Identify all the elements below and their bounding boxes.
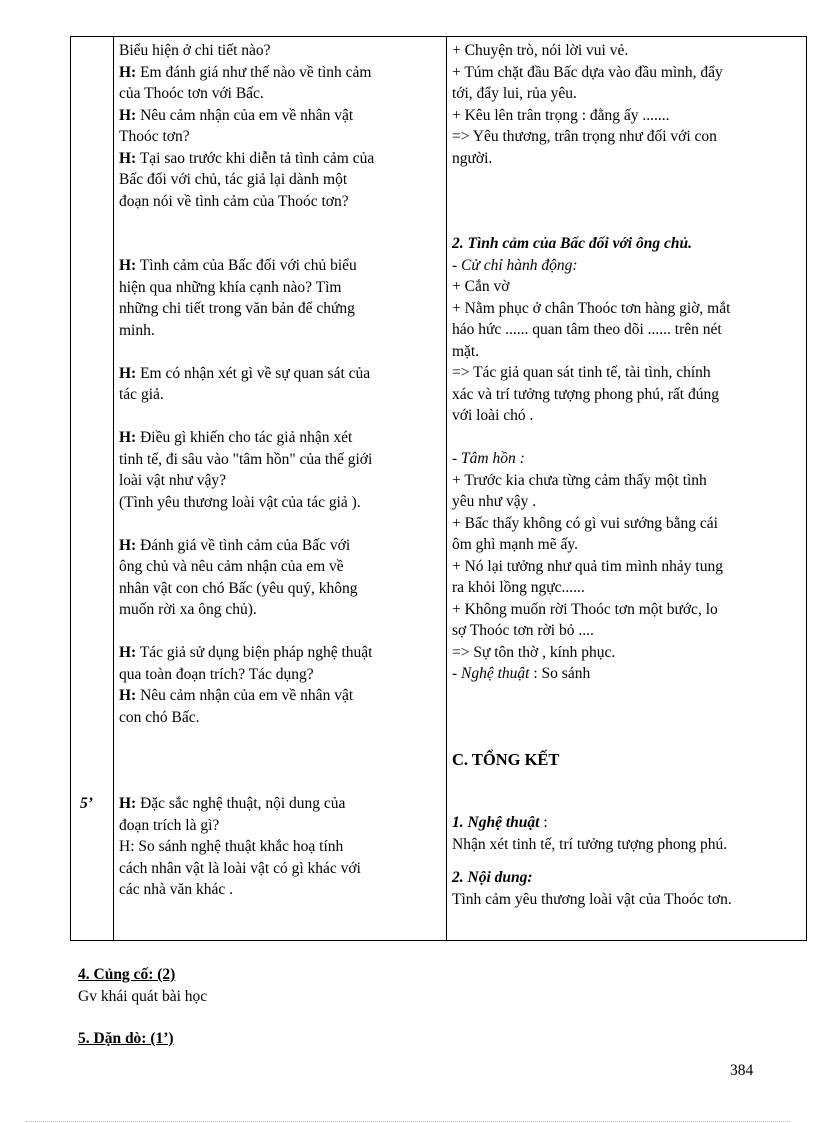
question-line: tác giả. <box>119 386 164 403</box>
question-label: H: <box>119 63 137 81</box>
answer-line: + Trước kia chưa từng cảm thấy một tình <box>452 471 707 489</box>
section-5-title: 5. Dặn dò: (1’) <box>78 1030 174 1047</box>
question <box>119 427 441 449</box>
time-marker: 5’ <box>80 795 93 812</box>
section-4-title: 4. Củng cố: (2) <box>78 966 176 983</box>
question-text: Đánh giá về tình cảm của Bấc với <box>140 536 351 554</box>
question <box>119 105 441 127</box>
question-line: Bấc đối với chủ, tác giả lại dành một <box>119 171 348 188</box>
question <box>119 685 441 707</box>
question-line: loài vật như vậy? <box>119 472 226 489</box>
question-line: nhân vật con chó Bấc (yêu quý, không <box>119 579 358 597</box>
question-text: Tại sao trước khi diễn tả tình cảm của <box>139 149 375 167</box>
answer-line: yêu như vậy . <box>452 493 537 510</box>
question-label: H: <box>119 257 137 274</box>
question-text: Nêu cảm nhận của em về nhân vật <box>140 687 354 704</box>
question-line: con chó Bấc. <box>119 708 200 726</box>
question-line: Thoóc tơn? <box>119 128 190 145</box>
answer-line: + Kêu lên trân trọng : đằng ấy ....... <box>452 106 670 124</box>
summary-answers <box>452 749 804 910</box>
question-line: (Tình yêu thương loài vật của tác giả ). <box>119 493 361 511</box>
question-line: đoạn nói về tình cảm của Thoóc tơn? <box>119 192 349 210</box>
question-line: hiện qua những khía cạnh nào? Tìm <box>119 278 342 296</box>
answer-line: háo hức ...... quan tâm theo dõi ...... trên nét <box>452 321 722 338</box>
time-cell <box>80 793 110 815</box>
question-text: Nêu cảm nhận của em về nhân vật <box>140 106 354 124</box>
answer-line: ôm ghì mạnh mẽ ấy. <box>452 536 578 553</box>
answer-line: tới, đẩy lui, rủa yêu. <box>452 85 577 102</box>
question-label: H: <box>119 536 137 554</box>
answer-line: sợ Thoóc tơn rời bỏ .... <box>452 622 594 639</box>
section-title: 2. Tình cảm của Bấc đối với ông chủ. <box>452 235 692 252</box>
question-line: cách nhân vật là loài vật có gì khác với <box>119 859 361 877</box>
question <box>119 255 441 277</box>
question-line: đoạn trích là gì? <box>119 816 220 834</box>
art-summary-label: 1. Nghệ thuật <box>452 814 540 831</box>
answers-column <box>452 40 804 685</box>
questions-column <box>119 40 441 728</box>
summary-title: C. TỔNG KẾT <box>452 750 560 769</box>
answer-line: + Không muốn rời Thoóc tơn một bước, lo <box>452 600 718 618</box>
answer-line: => Tác giả quan sát tinh tế, tài tình, chính <box>452 364 711 381</box>
summary-questions <box>119 793 441 901</box>
question <box>119 793 441 815</box>
answer-line: => Yêu thương, trân trọng như đối với con <box>452 128 717 145</box>
page-edge-divider <box>26 1121 790 1122</box>
question-line: của Thoóc tơn với Bấc. <box>119 85 264 102</box>
column-divider-1 <box>113 37 114 940</box>
question <box>119 535 441 557</box>
section-4-text: Gv khái quát bài học <box>78 987 208 1005</box>
answer-line: Nhận xét tinh tế, trí tưởng tượng phong phú. <box>452 835 728 853</box>
column-divider-2 <box>446 37 447 940</box>
question-line: H: So sánh nghệ thuật khắc hoạ tính <box>119 838 344 855</box>
answer-line: => Sự tôn thờ , kính phục. <box>452 643 616 661</box>
question-text: Em có nhận xét gì về sự quan sát của <box>140 364 371 382</box>
lesson-table <box>70 36 807 941</box>
answer-line: + Bấc thấy không có gì vui sướng bằng cái <box>452 514 718 532</box>
answer-line: mặt. <box>452 342 480 360</box>
question-label: H: <box>119 795 137 812</box>
answer-line: + Nó lại tưởng như quả tim mình nhảy tung <box>452 557 723 575</box>
question-label: H: <box>119 364 137 382</box>
question-label: H: <box>119 429 137 446</box>
question-line: những chi tiết trong văn bản để chứng <box>119 300 355 317</box>
section-4 <box>78 964 207 1007</box>
answer-line: + Chuyện trò, nói lời vui vẻ. <box>452 42 629 59</box>
question-line: các nhà văn khác . <box>119 881 234 898</box>
question <box>119 363 441 385</box>
answer-line: với loài chó . <box>452 407 534 424</box>
question-text: Tác giả sử dụng biện pháp nghệ thuật <box>139 644 373 661</box>
question-text: Đặc sắc nghệ thuật, nội dung của <box>140 795 346 812</box>
question-line: Biểu hiện ở chi tiết nào? <box>119 42 271 59</box>
section-5 <box>78 1028 174 1050</box>
art-label: - Nghệ thuật <box>452 665 530 682</box>
question-text: Tình cảm của Bấc đối với chủ biểu <box>139 257 357 274</box>
question-label: H: <box>119 687 137 704</box>
answer-line: xác và trí tưởng tượng phong phú, rất đúng <box>452 385 719 403</box>
sub-label: - Tâm hồn : <box>452 450 525 467</box>
art-line <box>452 663 804 685</box>
answer-line: + Cắn vờ <box>452 278 510 295</box>
question <box>119 62 441 84</box>
art-value: : So sánh <box>533 665 591 682</box>
sub-label: - Cử chỉ hành động: <box>452 256 578 274</box>
question-label: H: <box>119 644 137 661</box>
question-label: H: <box>119 149 137 167</box>
answer-line: người. <box>452 149 493 167</box>
answer-line: Tình cảm yêu thương loài vật của Thoóc tơn. <box>452 890 732 908</box>
answer-line: + Túm chặt đầu Bấc dựa vào đầu mình, đẩy <box>452 63 723 81</box>
question-line: ông chủ và nêu cảm nhận của em về <box>119 558 344 575</box>
question-line: minh. <box>119 321 155 339</box>
art-summary-colon: : <box>543 814 548 831</box>
question <box>119 148 441 170</box>
question <box>119 642 441 664</box>
answer-line: ra khỏi lồng ngực...... <box>452 579 585 596</box>
question-line: qua toàn đoạn trích? Tác dụng? <box>119 665 314 683</box>
question-text: Điều gì khiến cho tác giả nhận xét <box>140 429 353 446</box>
question-text: Em đánh giá như thế nào về tình cảm <box>140 63 372 81</box>
answer-line: + Nằm phục ở chân Thoóc tơn hàng giờ, mắt <box>452 299 731 317</box>
question-line: tinh tế, đi sâu vào "tâm hồn" của thế giới <box>119 450 373 468</box>
content-summary-label: 2. Nội dung: <box>452 869 533 886</box>
question-label: H: <box>119 106 137 124</box>
question-line: muốn rời xa ông chủ). <box>119 601 257 618</box>
page-number: 384 <box>730 1062 754 1079</box>
